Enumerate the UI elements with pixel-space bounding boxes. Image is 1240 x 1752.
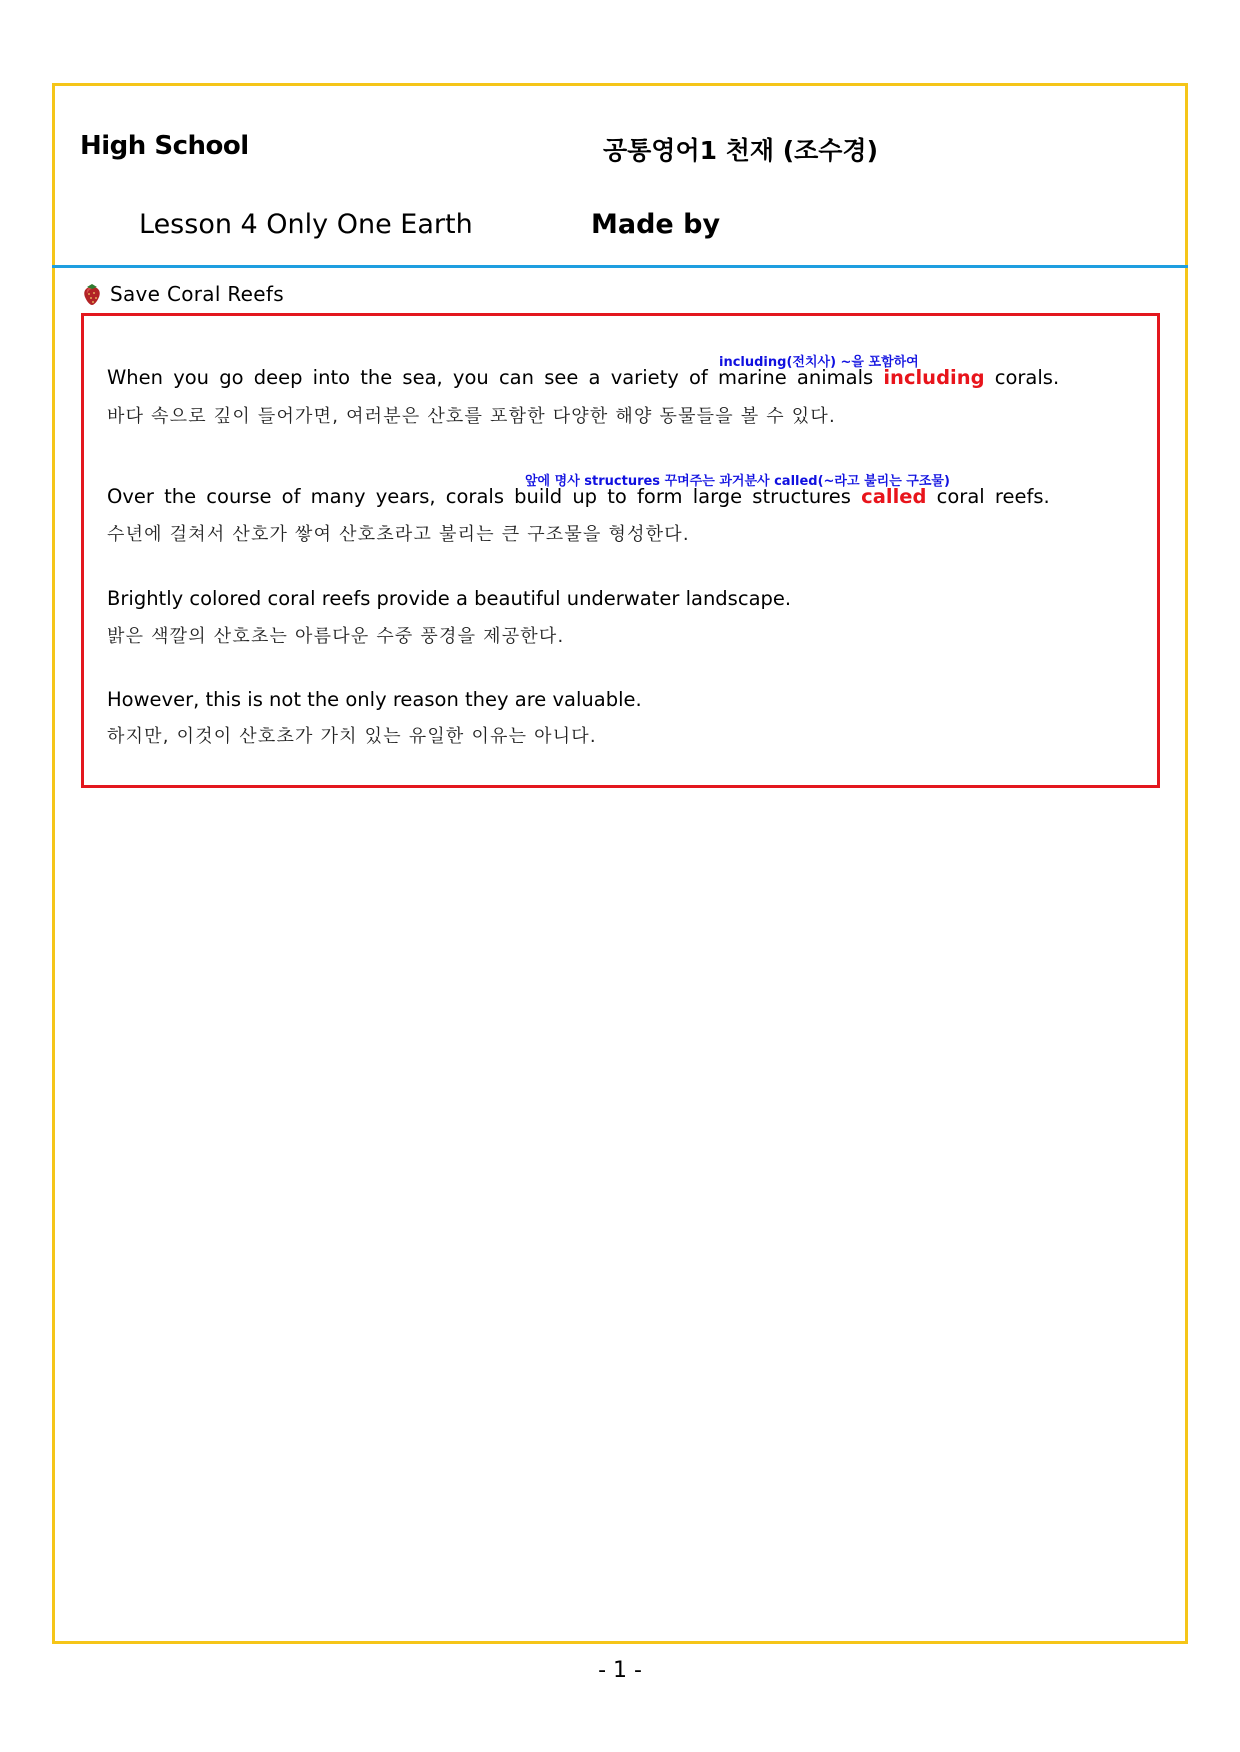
- korean-translation: 수년에 걸쳐서 산호가 쌓여 산호초라고 불리는 큰 구조물을 형성한다.: [107, 524, 690, 545]
- highlighted-word: including: [883, 366, 985, 389]
- korean-translation: 바다 속으로 깊이 들어가면, 여러분은 산호를 포함한 다양한 해양 동물들을 볼 수 있다.: [107, 406, 836, 427]
- textbook-title: 공통영어1 천재 (조수경): [603, 136, 879, 165]
- strawberry-icon: [82, 282, 102, 306]
- english-sentence: However, this is not the only reason they are valuable.: [107, 688, 642, 711]
- made-by-label: Made by: [591, 209, 721, 240]
- highlighted-word: called: [861, 485, 927, 508]
- grammar-note: including(전치사) ~을 포함하여: [719, 355, 919, 370]
- sentence-text: coral reefs.: [926, 485, 1050, 508]
- sentence-text: corals.: [984, 366, 1060, 389]
- korean-translation: 하지만, 이것이 산호초가 가치 있는 유일한 이유는 아니다.: [107, 726, 597, 747]
- english-sentence: [107, 485, 1050, 508]
- school-level: High School: [80, 131, 249, 161]
- section-title: Save Coral Reefs: [110, 282, 284, 306]
- sentence-text: When you go deep into the sea, you can see a variety of marine animals: [107, 366, 884, 389]
- page-number: - 1 -: [598, 1658, 642, 1683]
- lesson-title: Lesson 4 Only One Earth: [139, 209, 473, 240]
- section-heading: [82, 282, 284, 306]
- english-sentence: [107, 366, 1059, 389]
- sentence-text: Over the course of many years, corals build up to form large structures: [107, 485, 862, 508]
- grammar-note: 앞에 명사 structures 꾸며주는 과거분사 called(~라고 불리는 구조물): [525, 474, 950, 489]
- english-sentence: Brightly colored coral reefs provide a beautiful underwater landscape.: [107, 587, 792, 610]
- korean-translation: 밝은 색깔의 산호초는 아름다운 수중 풍경을 제공한다.: [107, 626, 565, 647]
- header-divider: [52, 265, 1188, 268]
